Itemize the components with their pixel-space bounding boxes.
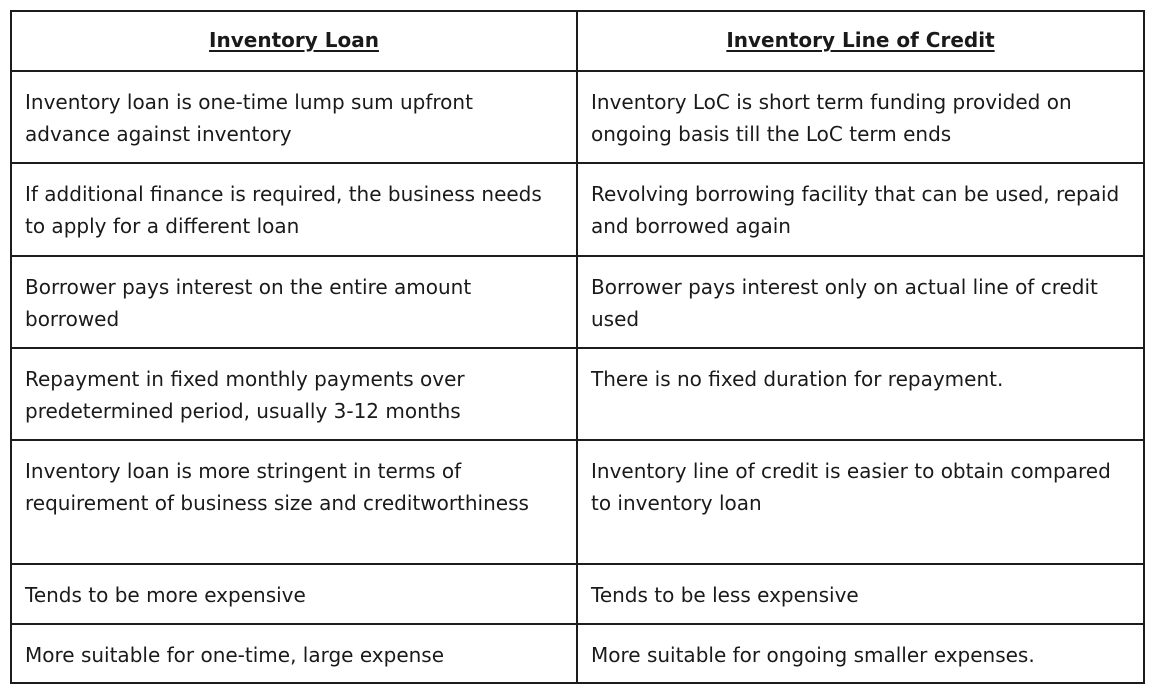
table-cell: Tends to be less expensive	[577, 564, 1144, 624]
table-cell: More suitable for ongoing smaller expenses.	[577, 624, 1144, 683]
table-row	[11, 624, 1144, 683]
table-row	[11, 71, 1144, 163]
table-cell: Inventory line of credit is easier to obtain compared to inventory loan	[577, 440, 1144, 564]
table-cell: Borrower pays interest on the entire amount borrowed	[11, 256, 577, 348]
table-cell: Repayment in fixed monthly payments over predetermined period, usually 3-12 months	[11, 348, 577, 440]
table-cell: Inventory loan is one-time lump sum upfront advance against inventory	[11, 71, 577, 163]
table-body	[11, 71, 1144, 683]
table-cell: Borrower pays interest only on actual line of credit used	[577, 256, 1144, 348]
table-cell: Tends to be more expensive	[11, 564, 577, 624]
header-row	[11, 11, 1144, 71]
table-cell: If additional finance is required, the business needs to apply for a different loan	[11, 163, 577, 256]
table-row	[11, 440, 1144, 564]
table-row	[11, 163, 1144, 256]
table-row	[11, 256, 1144, 348]
table-cell: Inventory loan is more stringent in terms of requirement of business size and creditworthiness	[11, 440, 577, 564]
header-label: Inventory Loan	[209, 28, 379, 52]
table-cell: Inventory LoC is short term funding provided on ongoing basis till the LoC term ends	[577, 71, 1144, 163]
table-cell: There is no fixed duration for repayment.	[577, 348, 1144, 440]
table-cell: More suitable for one-time, large expense	[11, 624, 577, 683]
comparison-table	[10, 10, 1145, 684]
table-row	[11, 564, 1144, 624]
header-inventory-loan	[11, 11, 577, 71]
header-label: Inventory Line of Credit	[726, 28, 995, 52]
table-cell: Revolving borrowing facility that can be used, repaid and borrowed again	[577, 163, 1144, 256]
header-inventory-line-of-credit	[577, 11, 1144, 71]
table-row	[11, 348, 1144, 440]
table-header	[11, 11, 1144, 71]
